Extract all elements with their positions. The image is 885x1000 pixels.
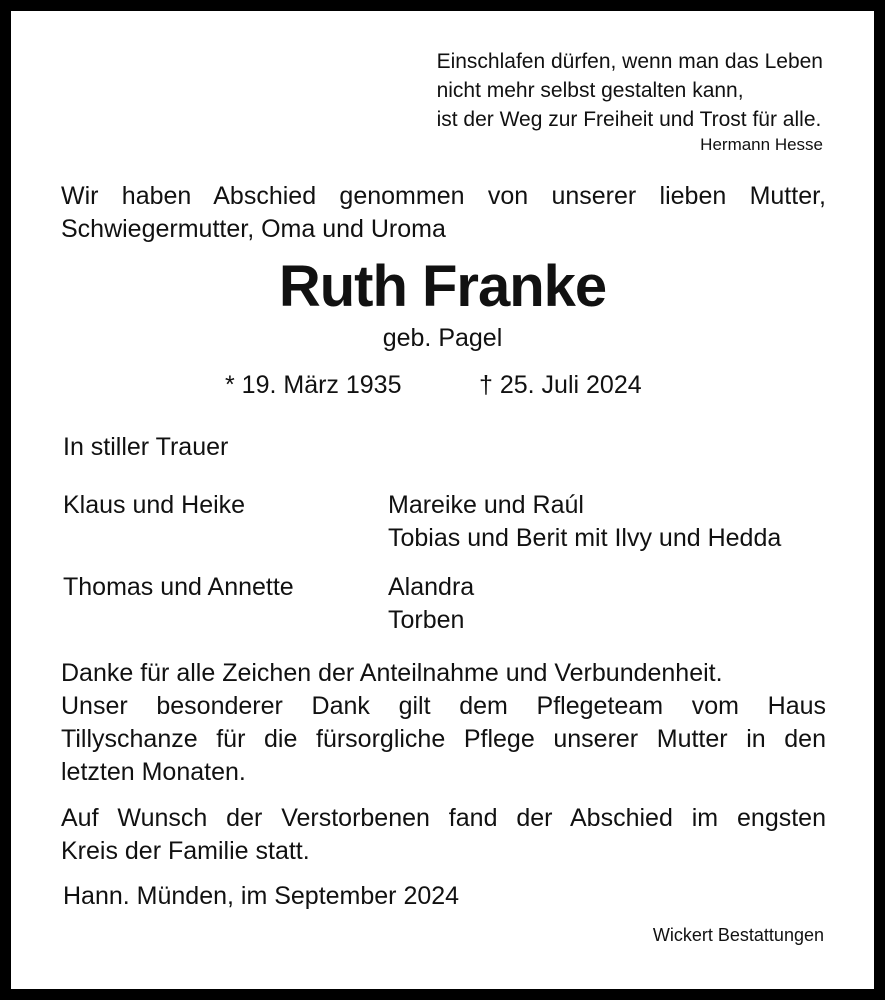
thanks-line: letzten Monaten. xyxy=(61,758,246,786)
mourning-label: In stiller Trauer xyxy=(63,433,229,461)
deceased-name: Ruth Franke xyxy=(278,254,607,319)
family-member: Thomas und Annette xyxy=(63,573,294,601)
family-member: Mareike und Raúl xyxy=(388,491,584,519)
quote-block xyxy=(437,47,823,156)
place-date: Hann. Münden, im September 2024 xyxy=(63,882,460,910)
undertaker: Wickert Bestattungen xyxy=(652,925,824,945)
family-member: Torben xyxy=(388,606,465,634)
thanks-line: Danke für alle Zeichen der Anteilnahme und Verbundenheit. xyxy=(61,659,723,687)
wish-paragraph xyxy=(61,802,826,868)
family-group-right xyxy=(388,571,474,637)
quote-author: Hermann Hesse xyxy=(700,135,823,154)
intro-text: Wir haben Abschied genommen von unserer lieben Mutter, Schwiegermutter, Oma und Uroma xyxy=(61,182,826,243)
quote-line: ist der Weg zur Freiheit und Trost für alle. xyxy=(436,108,822,131)
family-member: Alandra xyxy=(388,573,475,601)
thanks-paragraph xyxy=(61,657,826,789)
death-date: † 25. Juli 2024 xyxy=(479,371,642,399)
family-group-right xyxy=(388,489,781,555)
family-member: Tobias und Berit mit Ilvy und Hedda xyxy=(388,524,782,552)
thanks-line: Unser besonderer Dank gilt dem Pflegeteam vom Haus xyxy=(61,692,826,720)
wish-line: Auf Wunsch der Verstorbenen fand der Abschied im engsten xyxy=(61,804,826,832)
maiden-name: geb. Pagel xyxy=(382,324,503,352)
family-member: Klaus und Heike xyxy=(63,491,246,519)
birth-date: * 19. März 1935 xyxy=(225,371,402,399)
quote-line: nicht mehr selbst gestalten kann, xyxy=(436,79,744,102)
wish-line: Kreis der Familie statt. xyxy=(61,837,310,865)
quote-line: Einschlafen dürfen, wenn man das Leben xyxy=(436,50,823,73)
thanks-line: Tillyschanze für die fürsorgliche Pflege unserer Mutter in den xyxy=(61,725,826,753)
